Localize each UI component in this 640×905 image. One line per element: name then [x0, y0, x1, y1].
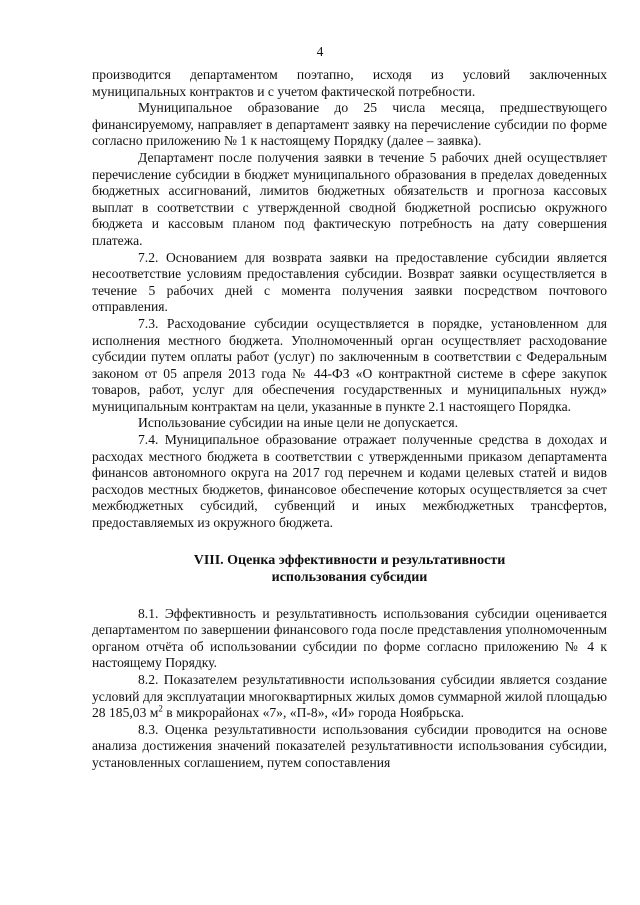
paragraph: Департамент после получения заявки в течение 5 рабочих дней осуществляет перечисление субсидии в бюджет муниципального образования в пределах доведенных бюджетных ассигнований, лимитов бюджетных обязательств и прогноза кассовых выплат в соответствии с утвержденной сводной бюджетной росписью окружного бюджета и кассовым планом под фактическую потребность на дату совершения платежа. [92, 149, 607, 248]
superscript: 2 [158, 703, 163, 714]
paragraph: производится департаментом поэтапно, исходя из условий заключенных муниципальных контрактов и с учетом фактической потребности. [92, 67, 607, 99]
paragraph-8-2 [92, 672, 607, 722]
paragraph: Муниципальное образование до 25 числа месяца, предшествующего финансируемому, направляет в департамент заявку на перечисление субсидии по форме согласно приложению № 1 к настоящему Порядку (далее – заявка). [92, 100, 607, 149]
text-run: 8.2. Показателем результативности использования субсидии является создание условий для эксплуатации многоквартирных жилых домов суммарной жилой площадью 28 185,03 м [92, 672, 607, 721]
document-body [92, 67, 607, 772]
paragraph-8-3: 8.3. Оценка результативности использования субсидии проводится на основе анализа достижения значений показателей результативности использования субсидии, установленных соглашением, путем сопоставления [92, 721, 607, 770]
section-7-text [92, 67, 607, 532]
paragraph: 8.1. Эффективность и результативность использования субсидии оценивается департаментом по завершении финансового года после представления уполномоченным органом отчёта об использовании субсидии по форме согласно приложению № 4 к настоящему Порядку. [92, 605, 607, 671]
text-run: в микрорайонах «7», «П-8», «И» города Ноябрьска. [162, 705, 465, 721]
paragraph: 7.2. Основанием для возврата заявки на предоставление субсидии является несоответствие условиям предоставления субсидии. Возврат заявки осуществляется в течение 5 рабочих дней с момента получения заявки посредством почтового отправления. [92, 249, 607, 315]
section-heading [92, 552, 607, 586]
section-heading-line: VIII. Оценка эффективности и результативности [193, 552, 506, 568]
paragraph: Использование субсидии на иные цели не допускается. [138, 415, 458, 431]
section-8-text [92, 606, 607, 772]
paragraph: 7.3. Расходование субсидии осуществляется в порядке, установленном для исполнения местного бюджета. Уполномоченный орган осуществляет расходование субсидии путем оплаты работ (услуг) по заключенным в соответствии с Федеральным законом от 05 апреля 2013 года № 44-ФЗ «О контрактной системе в сфере закупок товаров, работ, услуг для обеспечения государственных и муниципальных нужд» муниципальным контрактам на цели, указанные в пункте 2.1 настоящего Порядка. [92, 315, 607, 414]
page-number: 4 [316, 44, 324, 59]
paragraph: 7.4. Муниципальное образование отражает полученные средства в доходах и расходах местного бюджета в соответствии с утвержденными приказом департамента финансов автономного округа на 2017 год перечнем и кодами целевых статей и видов расходов местных бюджетов, финансовое обеспечение которых осуществляется за счет межбюджетных субсидий, субвенций и иных межбюджетных трансфертов, предоставляемых из окружного бюджета. [92, 432, 607, 531]
section-heading-line: использования субсидии [271, 569, 428, 585]
